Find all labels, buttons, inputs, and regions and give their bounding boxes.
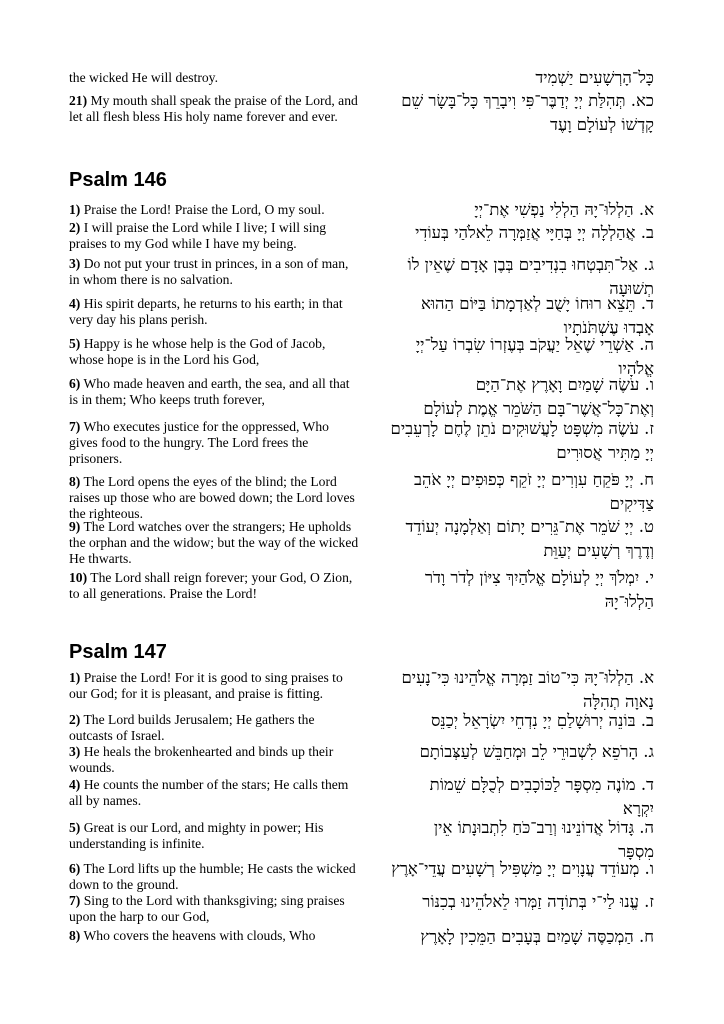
psalm-147-verse-he-8: ח. הַמְכַסֶּה שָׁמַיִם בְּעָבִים הַמֵּכִין לָאָרֶץ	[420, 927, 654, 946]
psalm-146-verse-he-3: ג. אַל־תִּבְטְחוּ בִנְדִיבִים בְּבֶן אָדָם שֶׁאֵין לוֹ תְשׁוּעָה	[407, 255, 654, 298]
psalm-146-verse-he-1: א. הַלְלוּ־יָהּ הַלְלִי נַפְשִׁי אֶת־יְיָ	[474, 200, 654, 219]
psalm-146-verse-en-10: 10) The Lord shall reign forever; your God, O Zion, to all generations. Praise the Lord!	[69, 570, 353, 601]
psalm-147-verse-en-6: 6) The Lord lifts up the humble; He casts the wicked down to the ground.	[69, 861, 356, 892]
psalm-147-verse-en-7: 7) Sing to the Lord with thanksgiving; sing praises upon the harp to our God,	[69, 893, 345, 924]
verse-he-21: כא. תְּהִלַּת יְיָ יְדַבֶּר־פִּי וִיבָרֵךְ כָּל־בָּשָׂר שֵׁם קָדְשׁוֹ לְעוֹלָם וָעֶד	[401, 91, 654, 134]
psalm-147-verse-en-1: 1) Praise the Lord! For it is good to sing praises to our God; for it is pleasant, and praise is fitting.	[69, 670, 343, 701]
psalm-146-verse-he-6: ו. עֹשֶׂה שָׁמַיִם וָאָרֶץ אֶת־הַיָּם וְאֶת־כָּל־אֲשֶׁר־בָּם הַשֹּׁמֵר אֱמֶת לְעוֹלָם	[423, 375, 654, 418]
verse-he-continuation: כָּל־הָרְשָׁעִים יַשְׁמִיד	[535, 68, 654, 87]
psalm-146-verse-en-7: 7) Who executes justice for the oppressed, Who gives food to the hungry. The Lord frees the prisoners.	[69, 419, 329, 466]
psalm-146-verse-en-8: 8) The Lord opens the eyes of the blind; the Lord raises up those who are bowed down; the Lord loves the righteous.	[69, 474, 355, 521]
psalm-146-verse-he-8: ח. יְיָ פֹּקֵחַ עִוְרִים יְיָ זֹקֵף כְּפוּפִים יְיָ אֹהֵב צַדִּיקִים	[414, 470, 654, 513]
psalm-147-verse-he-7: ז. עֱנוּ לַי־י בְּתוֹדָה זַמְּרוּ לֵאלֹהֵינוּ בְכִנּוֹר	[422, 892, 654, 911]
psalm-146-verse-en-2: 2) I will praise the Lord while I live; I will sing praises to my God while I have my being.	[69, 220, 327, 251]
psalm-147-verse-he-2: ב. בּוֹנֵה יְרוּשָׁלַםִ יְיָ נִדְחֵי יִשְׂרָאֵל יְכַנֵּס	[431, 711, 654, 730]
psalm-146-verse-en-9: 9) The Lord watches over the strangers; He upholds the orphan and the widow; but the way of the wicked He thwarts.	[69, 519, 359, 566]
psalm-146-verse-he-7: ז. עֹשֶׂה מִשְׁפָּט לָעֲשׁוּקִים נֹתֵן לֶחֶם לָרְעֵבִים יְיָ מַתִּיר אֲסוּרִים	[390, 419, 654, 462]
psalm-146-verse-en-6: 6) Who made heaven and earth, the sea, and all that is in them; Who keeps truth forever,	[69, 376, 350, 407]
psalm-147-verse-en-4: 4) He counts the number of the stars; He calls them all by names.	[69, 777, 349, 808]
psalm-147-title: Psalm 147	[69, 641, 167, 663]
psalm-147-verse-he-4: ד. מוֹנֶה מִסְפָּר לַכּוֹכָבִים לְכֻלָּם שֵׁמוֹת יִקְרָא	[429, 775, 654, 818]
psalm-146-verse-he-10: י. יִמְלֹךְ יְיָ לְעוֹלָם אֱלֹהַיִךְ צִיּוֹן לְדֹר וָדֹר הַלְלוּ־יָהּ	[424, 568, 654, 611]
psalm-146-verse-he-2: ב. אֲהַלְלָה יְיָ בְּחַיָּי אֲזַמְּרָה לֵאלֹהַי בְּעוֹדִי	[415, 223, 654, 242]
psalm-147-verse-en-8: 8) Who covers the heavens with clouds, Who	[69, 928, 316, 943]
psalm-147-verse-he-1: א. הַלְלוּ־יָהּ כִּי־טוֹב זַמְּרָה אֱלֹהֵינוּ כִּי־נָעִים נָאוָה תְהִלָּה	[401, 668, 654, 711]
psalm-147-verse-he-5: ה. גָּדוֹל אֲדוֹנֵינוּ וְרַב־כֹּחַ לִתְבוּנָתוֹ אֵין מִסְפָּר	[433, 818, 654, 861]
verse-en-continuation: the wicked He will destroy.	[69, 70, 218, 85]
psalm-146-verse-en-1: 1) Praise the Lord! Praise the Lord, O my soul.	[69, 202, 325, 217]
psalm-146-verse-en-3: 3) Do not put your trust in princes, in a son of man, in whom there is no salvation.	[69, 256, 349, 287]
psalm-147-verse-en-2: 2) The Lord builds Jerusalem; He gathers the outcasts of Israel.	[69, 712, 315, 743]
psalm-146-verse-he-4: ד. תֵּצֵא רוּחוֹ יָשֻׁב לְאַדְמָתוֹ בַּיּוֹם הַהוּא אָבְדוּ עֶשְׁתֹּנֹתָיו	[420, 294, 654, 337]
psalm-146-verse-en-5: 5) Happy is he whose help is the God of Jacob, whose hope is in the Lord his God,	[69, 336, 326, 367]
psalm-146-verse-he-9: ט. יְיָ שֹׁמֵר אֶת־גֵּרִים יָתוֹם וְאַלְמָנָה יְעוֹדֵד וְדֶרֶךְ רְשָׁעִים יְעַוֵּת	[405, 517, 654, 560]
psalm-147-verse-en-3: 3) He heals the brokenhearted and binds up their wounds.	[69, 744, 334, 775]
psalm-146-verse-en-4: 4) His spirit departs, he returns to his earth; in that very day his plans perish.	[69, 296, 343, 327]
psalm-147-verse-he-6: ו. מְעוֹדֵד עֲנָוִים יְיָ מַשְׁפִּיל רְשָׁעִים עֲדֵי־אָרֶץ	[391, 859, 654, 878]
verse-en-21: 21) My mouth shall speak the praise of the Lord, and let all flesh bless His holy name forever and ever.	[69, 93, 358, 124]
psalm-146-title: Psalm 146	[69, 169, 167, 191]
psalm-147-verse-he-3: ג. הָרֹפֵא לִשְׁבוּרֵי לֵב וּמְחַבֵּשׁ לְעַצְּבוֹתָם	[419, 742, 654, 761]
psalm-146-verse-he-5: ה. אַשְׁרֵי שֶׁאֵל יַעֲקֹב בְּעֶזְרוֹ שִׂבְרוֹ עַל־יְיָ אֱלֹהָיו	[415, 335, 654, 378]
psalm-147-verse-en-5: 5) Great is our Lord, and mighty in power; His understanding is infinite.	[69, 820, 324, 851]
